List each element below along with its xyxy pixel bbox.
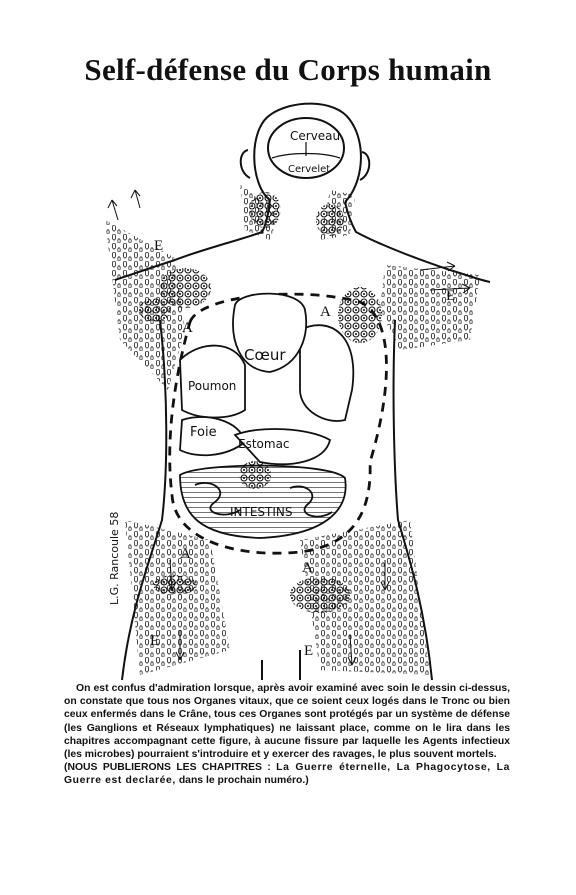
caption-note-prefix: (NOUS PUBLIERONS LES CHAPITRES : bbox=[64, 762, 277, 774]
organs bbox=[180, 294, 353, 538]
caption-paragraph: On est confus d'admiration lorsque, après avoir examiné avec soin le dessin ci-dessus, on constate que tous nos Organes vitaux, que ce soient ceux logés dans le Tronc ou bien ceux enfermés dans le Crâne, tous ces Organes sont protégés par un système de défense (les Ganglions et Réseaux lymphatiques) ne laissant place, comme on le lira dans les chapitres accompagnant cette figure, à aucune fissure par laquelle les Agents infectieux (les microbes) pourraient s'introduire et y exercer des ravages, le plus souvent mortels. bbox=[64, 683, 510, 761]
label-coeur: Cœur bbox=[244, 346, 286, 364]
page-title: Self-défense du Corps humain bbox=[84, 52, 492, 87]
letter-e-right: E bbox=[446, 288, 456, 304]
label-cerveau: Cerveau bbox=[290, 129, 341, 143]
caption-note bbox=[64, 761, 510, 787]
head-brain bbox=[268, 118, 344, 178]
label-intestins: INTESTINS bbox=[230, 505, 293, 519]
letter-a-right: A bbox=[320, 304, 331, 320]
label-cervelet: Cervelet bbox=[288, 164, 331, 175]
letter-a-left: A bbox=[182, 320, 193, 336]
label-poumon: Poumon bbox=[188, 379, 237, 393]
label-estomac: Estomac bbox=[238, 437, 290, 451]
label-foie: Foie bbox=[190, 425, 217, 440]
artist-signature: L.G. Rancoule 58 bbox=[108, 511, 121, 605]
caption-note-titles: La Guerre éternelle, La Phagocytose, La Guerre est declarée, bbox=[64, 762, 510, 787]
letter-e-upper-left: E bbox=[154, 238, 164, 254]
letter-a-lower-left: A bbox=[180, 546, 191, 562]
letter-a-lower-right: A bbox=[302, 560, 313, 576]
caption-note-suffix: dans le prochain numéro.) bbox=[175, 775, 309, 787]
anatomy-illustration bbox=[0, 90, 576, 680]
letter-e-lower-left: E bbox=[150, 633, 160, 649]
letter-e-lower-right: E bbox=[304, 643, 314, 659]
caption-text bbox=[64, 682, 510, 788]
